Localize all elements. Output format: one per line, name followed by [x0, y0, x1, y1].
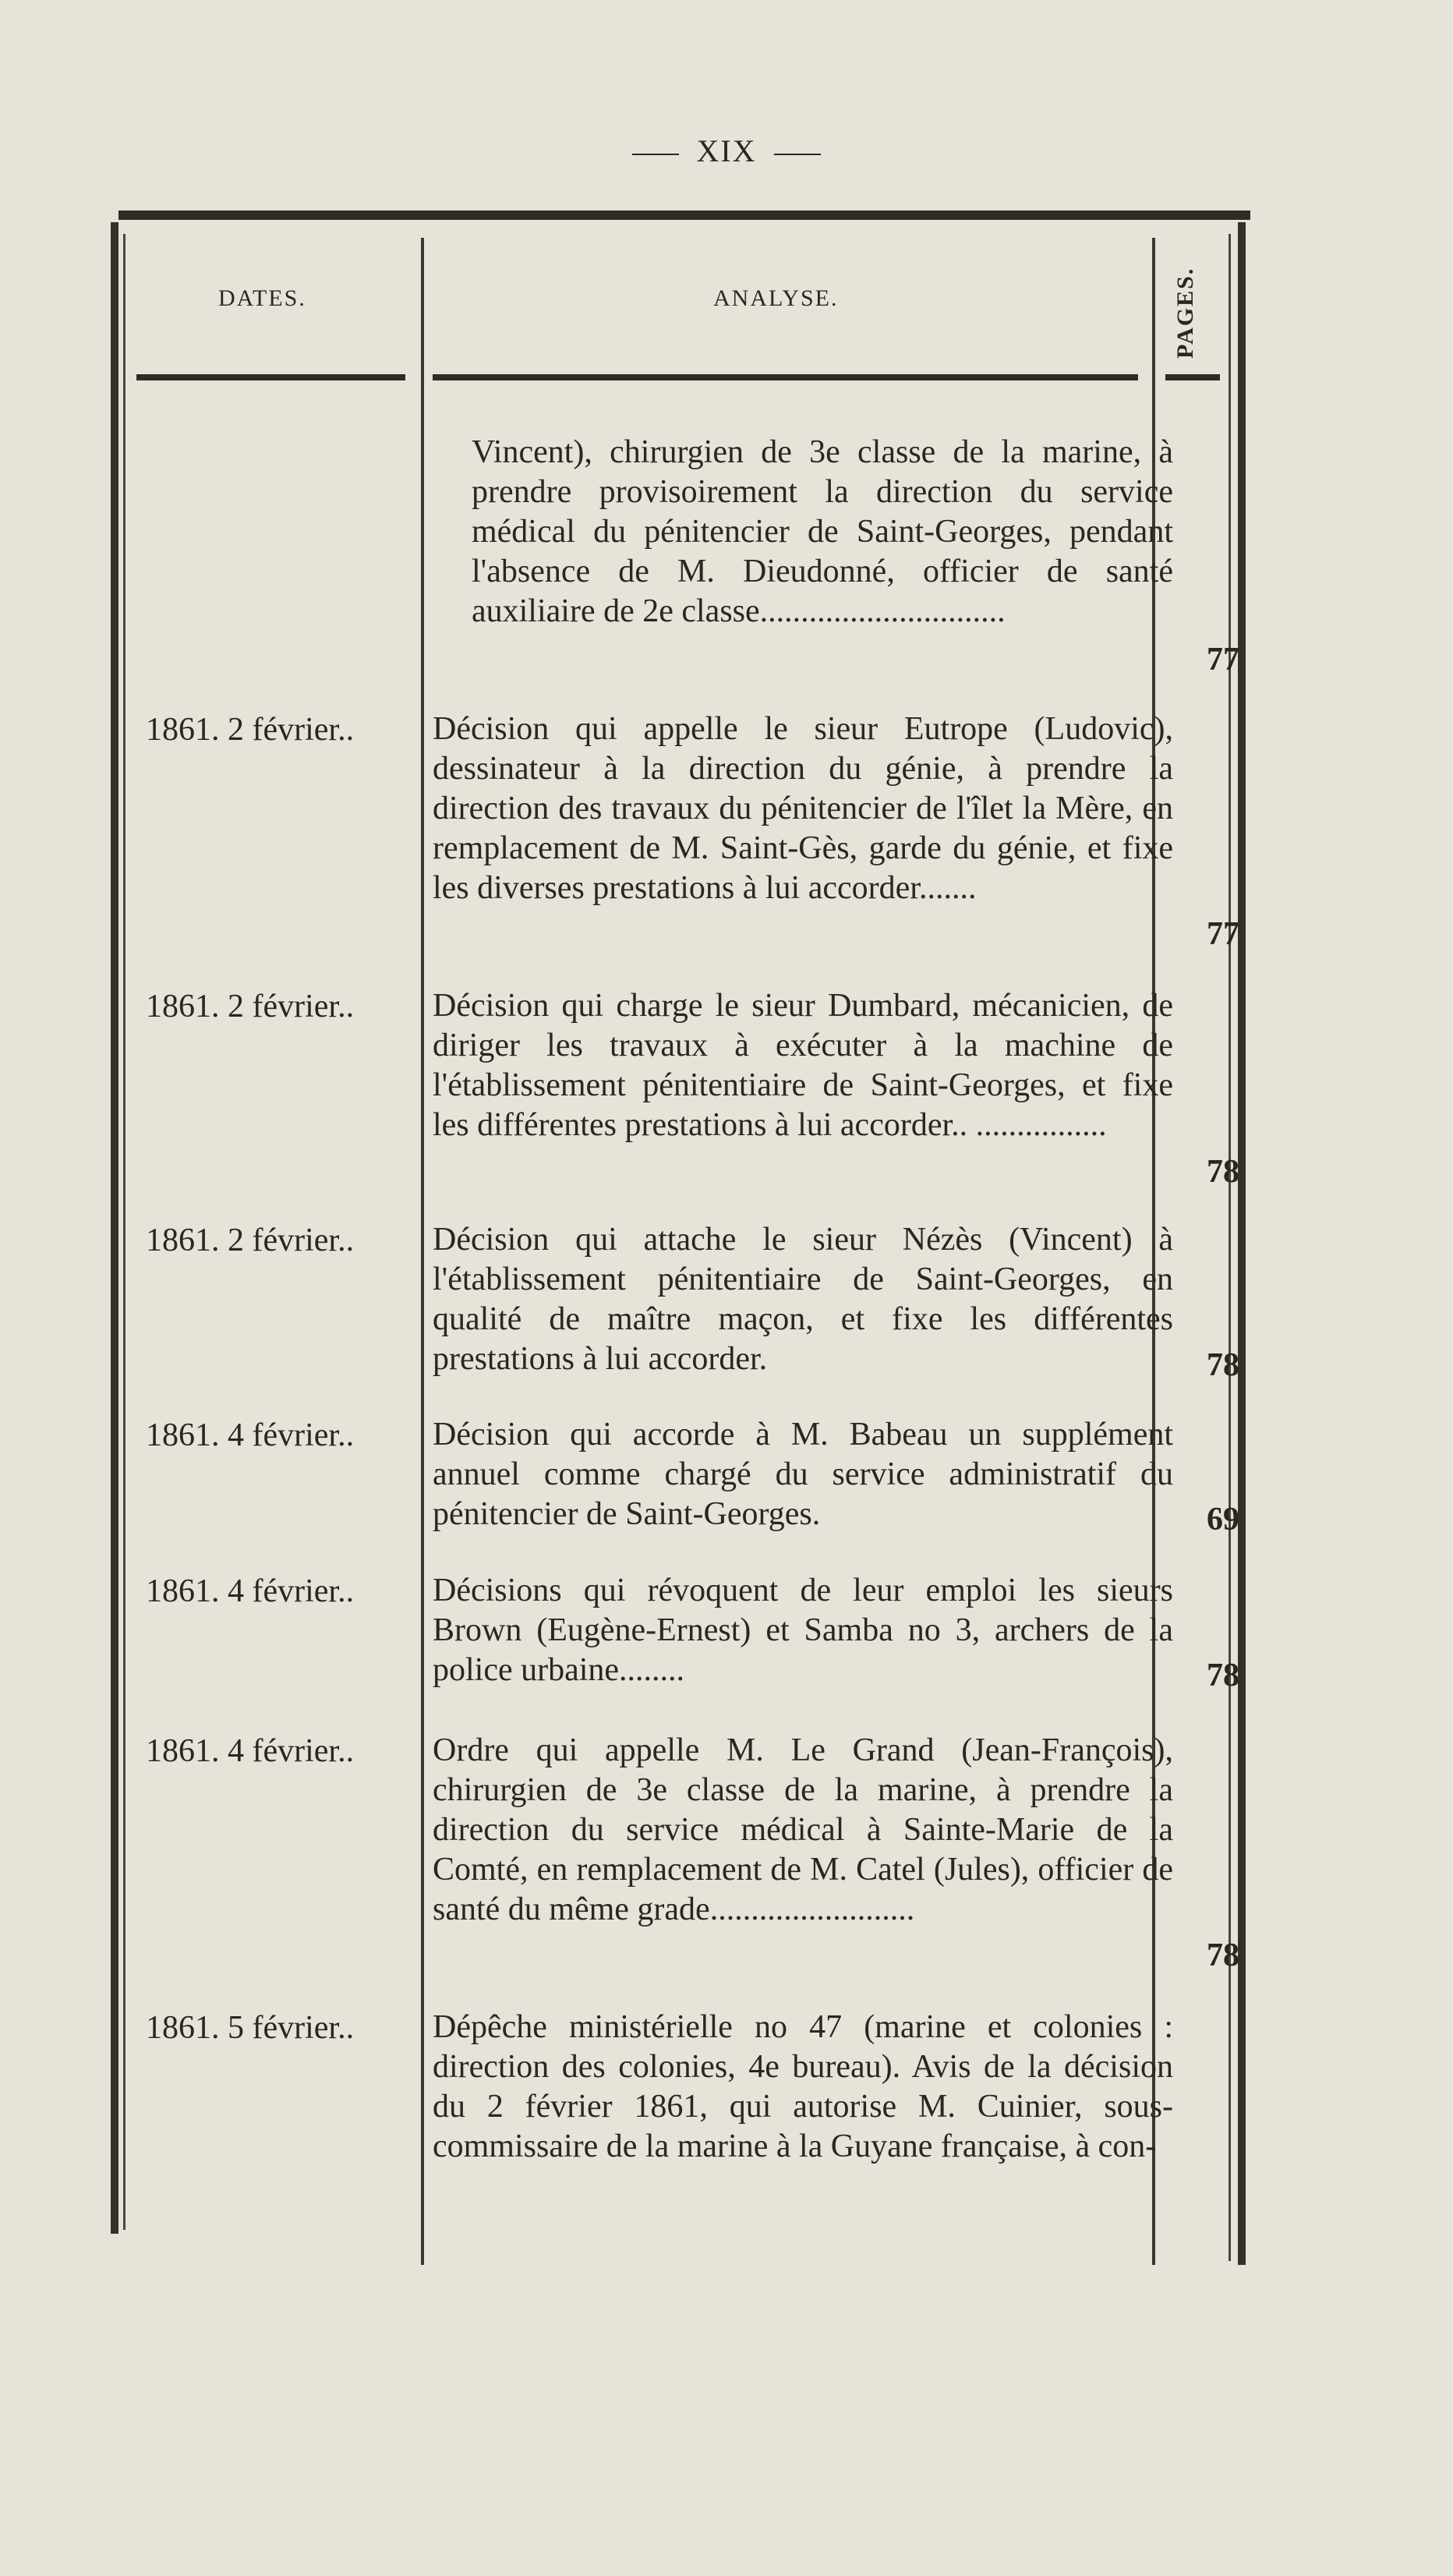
- page-header: [0, 133, 1453, 169]
- entry-analyse: Décision qui accorde à M. Babeau un supplément annuel comme chargé du service administratif du pénitencier de Saint-Georges.: [433, 1417, 1173, 1532]
- entry-date: 1861. 4 février..: [146, 1733, 355, 1769]
- entry-page: 77: [1207, 916, 1239, 952]
- entry-page: 78: [1207, 1937, 1239, 1973]
- table-left-rule: [111, 222, 118, 2234]
- entry-analyse: Dépêche ministérielle no 47 (marine et colonies : direction des colonies, 4e bureau). Avis de la décision du 2 février 1861, qui autorise M. Cuinier, sous-commissaire de la marine à la Guyane française, à con-: [433, 2009, 1173, 2164]
- entry-page: 77: [1207, 642, 1239, 678]
- header-underline-pages: [1165, 374, 1220, 380]
- entry-page: 69: [1207, 1502, 1239, 1537]
- table-top-rule: [118, 211, 1250, 220]
- header-underline-dates: [136, 374, 405, 380]
- entry-analyse: Décision qui charge le sieur Dumbard, mécanicien, de diriger les travaux à exécuter à la machine de l'établissement pénitentiaire de Saint-Georges, et fixe les différentes prestations à lui accorder.. ................: [433, 988, 1173, 1143]
- entry-date: 1861. 5 février..: [146, 2010, 355, 2046]
- entry-date: 1861. 2 février..: [146, 1223, 355, 1258]
- entry-analyse: Ordre qui appelle M. Le Grand (Jean-François), chirurgien de 3e classe de la marine, à prendre la direction du service médical à Sainte-Marie de la Comté, en remplacement de M. Catel (Jules), officier de santé du même grade.........................: [433, 1732, 1173, 1927]
- entry-date: 1861. 4 février..: [146, 1573, 355, 1609]
- entry-analyse: Décisions qui révoquent de leur emploi les sieurs Brown (Eugène-Ernest) et Samba no 3, archers de la police urbaine........: [433, 1573, 1173, 1688]
- entry-page: 78: [1207, 1154, 1239, 1190]
- entry-analyse: Vincent), chirurgien de 3e classe de la marine, à prendre provisoirement la direction du service médical du pénitencier de Saint-Georges, pendant l'absence de M. Dieudonné, officier de santé auxiliaire de 2e classe..............................: [472, 434, 1173, 629]
- column-header-pages: PAGES.: [1172, 267, 1198, 359]
- header-dash-right: [774, 154, 821, 155]
- page-number-roman: XIX: [696, 133, 757, 168]
- entry-analyse: Décision qui attache le sieur Nézès (Vincent) à l'établissement pénitentiaire de Saint-Georges, en qualité de maître maçon, et fixe les différentes prestations à lui accorder.: [433, 1222, 1173, 1377]
- entry-date: 1861. 2 février..: [146, 712, 355, 748]
- entry-analyse: Décision qui appelle le sieur Eutrope (Ludovic), dessinateur à la direction du génie, à prendre la direction des travaux du pénitencier de l'îlet la Mère, en remplacement de M. Saint-Gès, garde du génie, et fixe les diverses prestations à lui accorder.......: [433, 711, 1173, 906]
- header-underline-analyse: [433, 374, 1138, 380]
- entry-date: 1861. 2 février..: [146, 989, 355, 1024]
- header-dash-left: [632, 154, 679, 155]
- column-header-dates: DATES.: [218, 285, 306, 311]
- table-left-rule-inner: [123, 234, 126, 2230]
- entry-page: 78: [1207, 1347, 1239, 1383]
- column-divider-dates: [421, 238, 424, 2265]
- entry-date: 1861. 4 février..: [146, 1417, 355, 1453]
- column-header-analyse: ANALYSE.: [713, 285, 839, 311]
- entry-page: 78: [1207, 1658, 1239, 1693]
